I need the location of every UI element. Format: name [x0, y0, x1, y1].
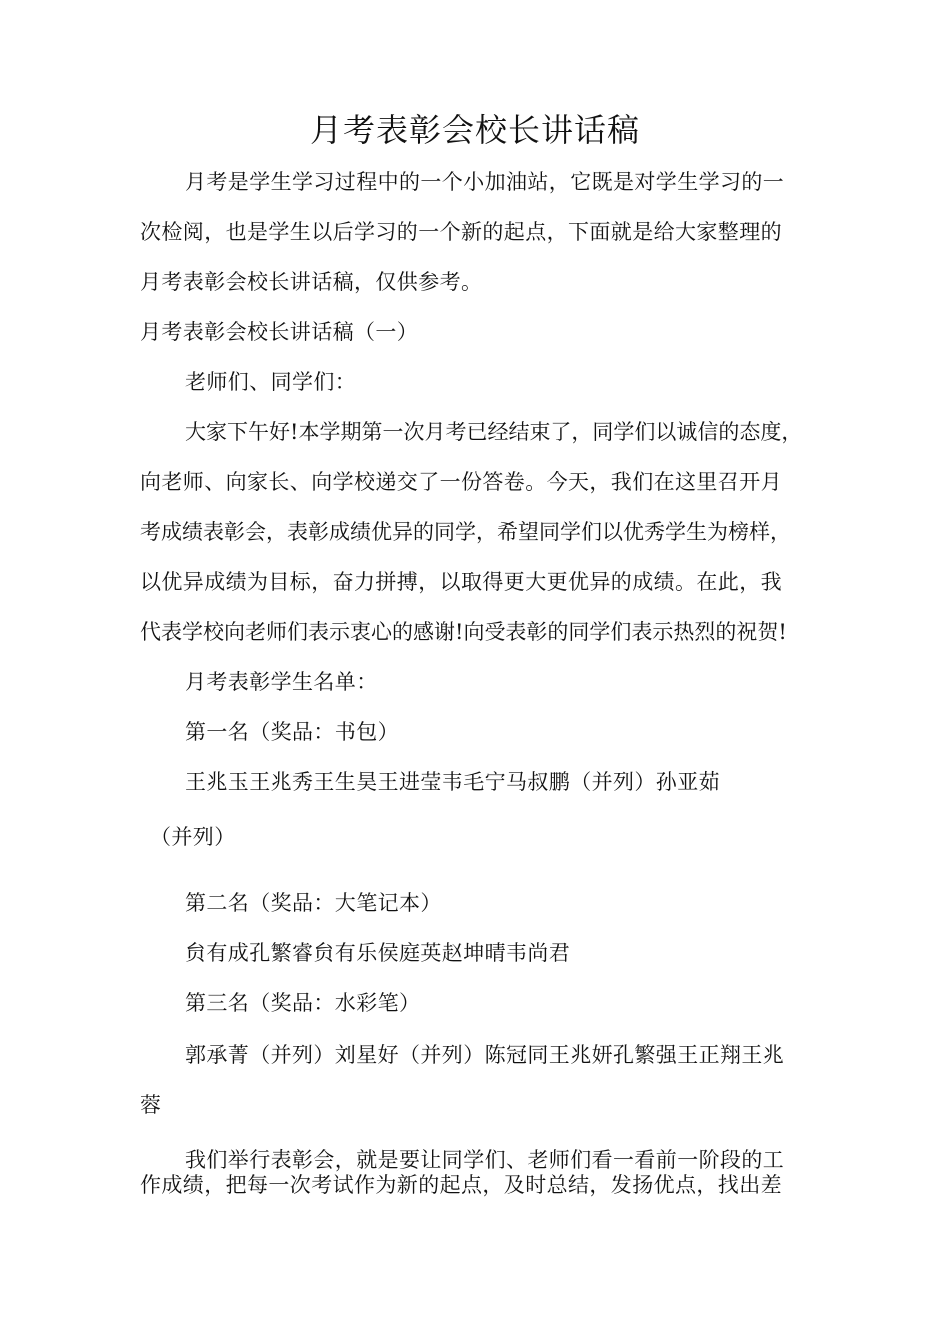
paragraph-line: 月考表彰会校长讲话稿，仅供参考。: [140, 270, 483, 294]
list-heading: 月考表彰学生名单：: [185, 670, 378, 694]
award-names-second: 贠有成孔繁睿贠有乐侯庭英赵坤晴韦尚君: [185, 941, 571, 965]
paragraph-line: 代表学校向老师们表示衷心的感谢!向受表彰的同学们表示热烈的祝贺!: [140, 620, 787, 644]
award-heading-first: 第一名（奖品：书包）: [185, 720, 399, 744]
award-heading-second: 第二名（奖品：大笔记本）: [185, 891, 442, 915]
paragraph-line: 月考是学生学习过程中的一个小加油站，它既是对学生学习的一: [185, 170, 785, 194]
paragraph-line: 我们举行表彰会，就是要让同学们、老师们看一看前一阶段的工: [185, 1148, 785, 1172]
award-names-first-continued: （并列）: [150, 825, 236, 849]
award-heading-third: 第三名（奖品：水彩笔）: [185, 991, 421, 1015]
award-names-third-continued: 蓉: [140, 1093, 162, 1117]
paragraph-line: 次检阅，也是学生以后学习的一个新的起点，下面就是给大家整理的: [140, 220, 782, 244]
award-names-first: 王兆玉王兆秀王生昊王进莹韦毛宁马叔鹏（并列）孙亚茹: [185, 770, 720, 794]
section-heading: 月考表彰会校长讲话稿（一）: [140, 320, 419, 344]
award-names-third: 郭承菁（并列）刘星好（并列）陈冠同王兆妍孔繁强王正翔王兆: [185, 1043, 785, 1067]
salutation: 老师们、同学们：: [185, 370, 357, 394]
paragraph-line: 作成绩，把每一次考试作为新的起点，及时总结，发扬优点，找出差: [140, 1173, 782, 1197]
document-title: 月考表彰会校长讲话稿: [309, 111, 640, 149]
paragraph-line: 大家下午好!本学期第一次月考已经结束了，同学们以诚信的态度，: [185, 420, 803, 444]
paragraph-line: 以优异成绩为目标，奋力拼搏，以取得更大更优异的成绩。在此，我: [140, 570, 782, 594]
paragraph-line: 向老师、向家长、向学校递交了一份答卷。今天，我们在这里召开月: [140, 470, 782, 494]
paragraph-line: 考成绩表彰会，表彰成绩优异的同学，希望同学们以优秀学生为榜样，: [140, 520, 791, 544]
